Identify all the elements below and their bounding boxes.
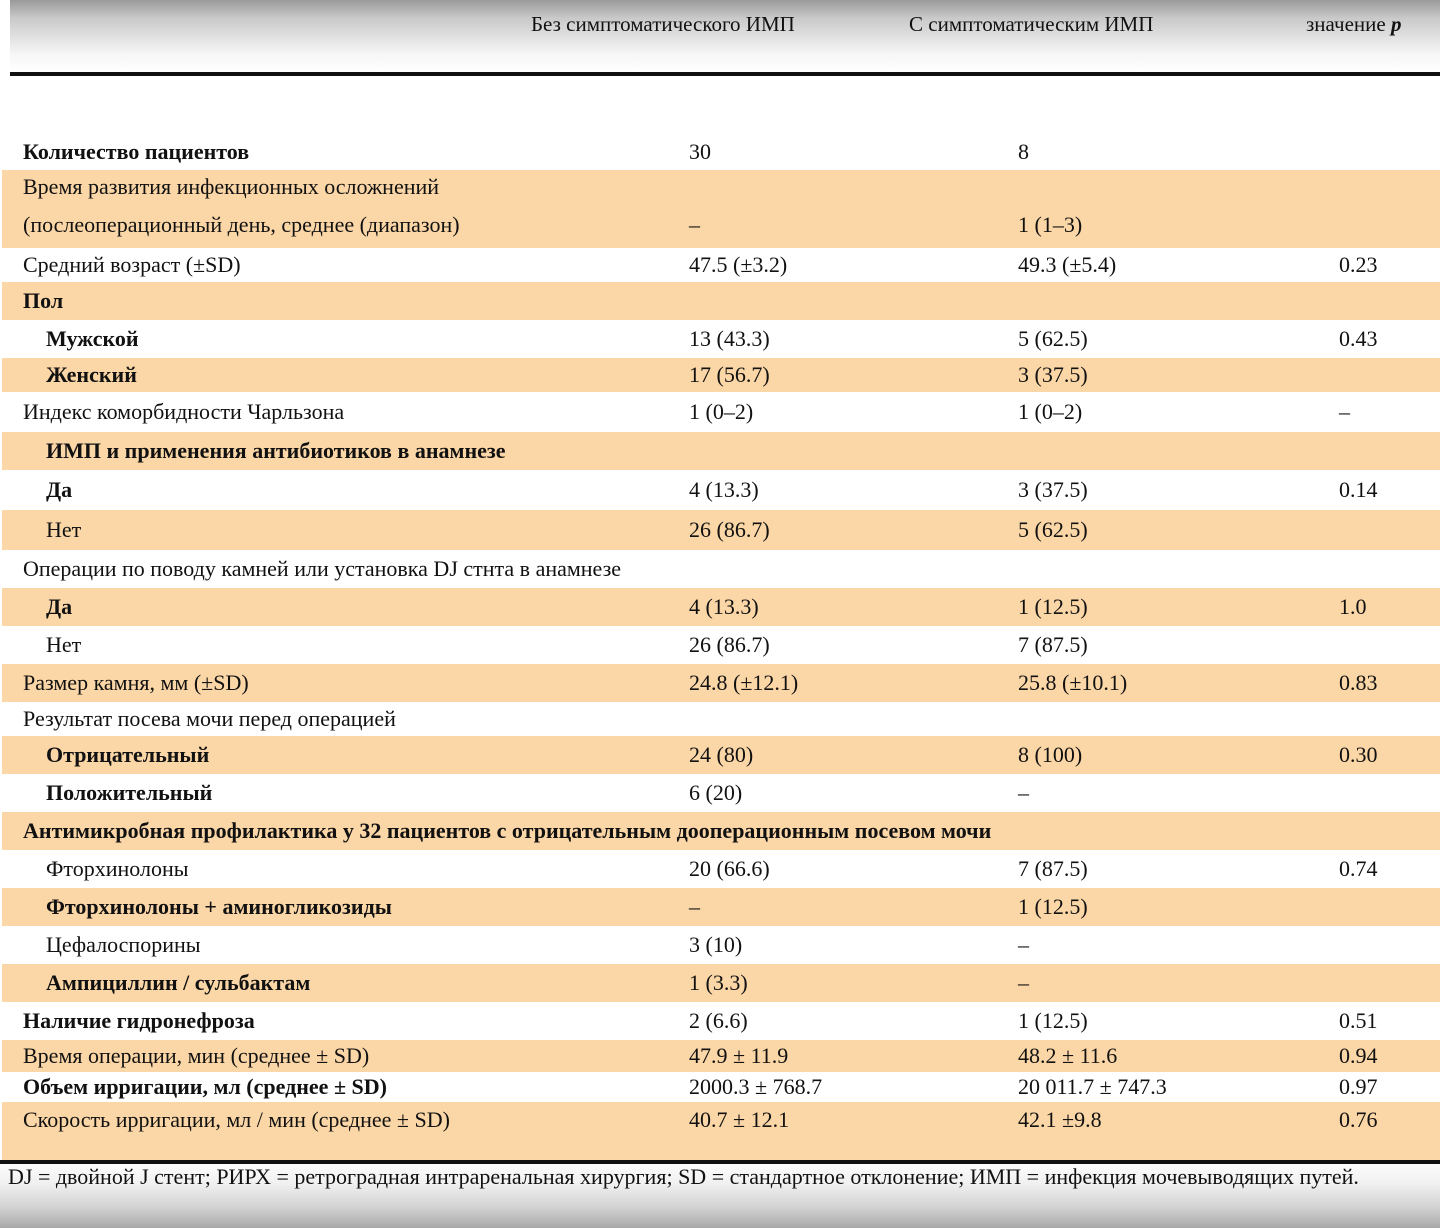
row-label: Скорость ирригации, мл / мин (среднее ± SD) [23,1107,450,1132]
table-row [2,320,1440,358]
table-row [2,282,1440,320]
row-label: Размер камня, мм (±SD) [23,670,249,695]
value-without-uti: 2000.3 ± 768.7 [689,1074,823,1099]
table-row [2,774,1440,812]
row-label: Да [46,594,73,619]
col-header-p-symbol: p [1390,12,1402,36]
p-value: 0.94 [1339,1043,1378,1068]
value-without-uti: 6 (20) [689,780,743,805]
value-with-uti: 48.2 ± 11.6 [1018,1043,1118,1068]
value-with-uti: – [1018,932,1029,957]
p-value: 0.76 [1339,1107,1378,1132]
value-without-uti: 3 (10) [689,932,743,957]
value-without-uti: – [689,212,700,237]
row-label: Операции по поводу камней или установка DJ стнта в анамнезе [23,556,622,581]
table-row [2,1040,1440,1072]
value-without-uti: 2 (6.6) [689,1008,748,1033]
table-row [2,550,1440,588]
value-without-uti: 24.8 (±12.1) [689,670,799,695]
table-row [2,702,1440,736]
p-value: 0.74 [1339,856,1378,881]
table-row [2,248,1440,282]
col-header-with-uti: С симптоматическим ИМП [909,12,1154,36]
value-without-uti: 40.7 ± 12.1 [689,1107,790,1132]
p-value: 0.97 [1339,1074,1378,1099]
value-with-uti: 8 (100) [1018,742,1083,767]
p-value: 0.14 [1339,477,1378,502]
table-row [2,926,1440,964]
row-label: Объем ирригации, мл (среднее ± SD) [23,1074,387,1099]
value-without-uti: 1 (3.3) [689,970,748,995]
row-label: Количество пациентов [23,139,250,164]
value-without-uti: 26 (86.7) [689,517,770,542]
row-label: Нет [46,517,82,542]
row-label: Фторхинолоны + аминогликозиды [46,894,392,919]
value-without-uti: 24 (80) [689,742,754,767]
row-label: Антимикробная профилактика у 32 пациентов с отрицательным дооперационным посевом мочи [23,818,992,843]
row-label: Ампициллин / сульбактам [46,970,311,995]
value-without-uti: 26 (86.7) [689,632,770,657]
footnote: DJ = двойной J стент; РИРХ = ретроградная интраренальная хирургия; SD = стандартное отклонение; ИМП = инфекция мочевыводящих путей. [8,1164,1359,1189]
row-label-continued: (послеоперационный день, среднее (диапазон) [23,212,460,237]
value-with-uti: 1 (12.5) [1018,1008,1088,1033]
table-row [2,470,1440,510]
table-row [2,964,1440,1002]
p-value: 0.83 [1339,670,1378,695]
p-value: – [1339,399,1350,424]
table-row [2,626,1440,664]
p-value: 1.0 [1339,594,1367,619]
value-without-uti: 20 (66.6) [689,856,770,881]
value-with-uti: 5 (62.5) [1018,326,1088,351]
row-label: Индекс коморбидности Чарльзона [23,399,345,424]
value-with-uti: – [1018,970,1029,995]
table-row [2,812,1440,850]
value-with-uti: 49.3 (±5.4) [1018,252,1117,277]
value-with-uti: 3 (37.5) [1018,362,1088,387]
table-row [2,432,1440,470]
value-without-uti: 1 (0–2) [689,399,754,424]
row-label: Женский [46,362,137,387]
table-row [2,1102,1440,1162]
value-with-uti: 1 (12.5) [1018,594,1088,619]
row-label: Средний возраст (±SD) [23,252,241,277]
table-row [2,170,1440,248]
p-value: 0.23 [1339,252,1378,277]
table-row [2,1002,1440,1040]
value-with-uti: 1 (0–2) [1018,399,1083,424]
p-value: 0.30 [1339,742,1378,767]
row-label: Нет [46,632,82,657]
row-label: Отрицательный [46,742,210,767]
table-row [2,510,1440,550]
p-value: 0.43 [1339,326,1378,351]
value-with-uti: 42.1 ±9.8 [1018,1107,1102,1132]
value-without-uti: 13 (43.3) [689,326,770,351]
value-with-uti: 3 (37.5) [1018,477,1088,502]
row-label: Положительный [46,780,213,805]
row-label: Время операции, мин (среднее ± SD) [23,1043,370,1068]
row-label: Фторхинолоны [46,856,189,881]
row-label: Пол [23,288,64,313]
value-with-uti: 1 (12.5) [1018,894,1088,919]
table-row [2,850,1440,888]
table-row [2,588,1440,626]
p-value: 0.51 [1339,1008,1378,1033]
value-without-uti: 47.9 ± 11.9 [689,1043,789,1068]
row-label: Мужской [46,326,139,351]
row-label: Да [46,477,73,502]
value-with-uti: 1 (1–3) [1018,212,1083,237]
value-without-uti: 30 [689,139,711,164]
value-without-uti: 17 (56.7) [689,362,770,387]
value-with-uti: 8 [1018,139,1029,164]
col-header-without-uti: Без симптоматического ИМП [531,12,795,36]
row-label: Время развития инфекционных осложнений [23,174,440,199]
table-row [2,392,1440,432]
table-row [2,888,1440,926]
row-label: Цефалоспорины [46,932,201,957]
value-with-uti: 7 (87.5) [1018,632,1088,657]
value-with-uti: 7 (87.5) [1018,856,1088,881]
value-with-uti: – [1018,780,1029,805]
row-label: ИМП и применения антибиотиков в анамнезе [46,438,506,463]
col-header-p-prefix: значение [1306,12,1386,36]
value-with-uti: 20 011.7 ± 747.3 [1018,1074,1167,1099]
value-without-uti: 4 (13.3) [689,594,759,619]
value-without-uti: 47.5 (±3.2) [689,252,788,277]
value-without-uti: 4 (13.3) [689,477,759,502]
value-without-uti: – [689,894,700,919]
value-with-uti: 25.8 (±10.1) [1018,670,1128,695]
table-row [2,736,1440,774]
row-label: Наличие гидронефроза [23,1008,255,1033]
table-row [2,1072,1440,1102]
value-with-uti: 5 (62.5) [1018,517,1088,542]
table-row [2,358,1440,392]
row-label: Результат посева мочи перед операцией [23,706,396,731]
table-row [2,135,1440,169]
table-row [2,664,1440,702]
